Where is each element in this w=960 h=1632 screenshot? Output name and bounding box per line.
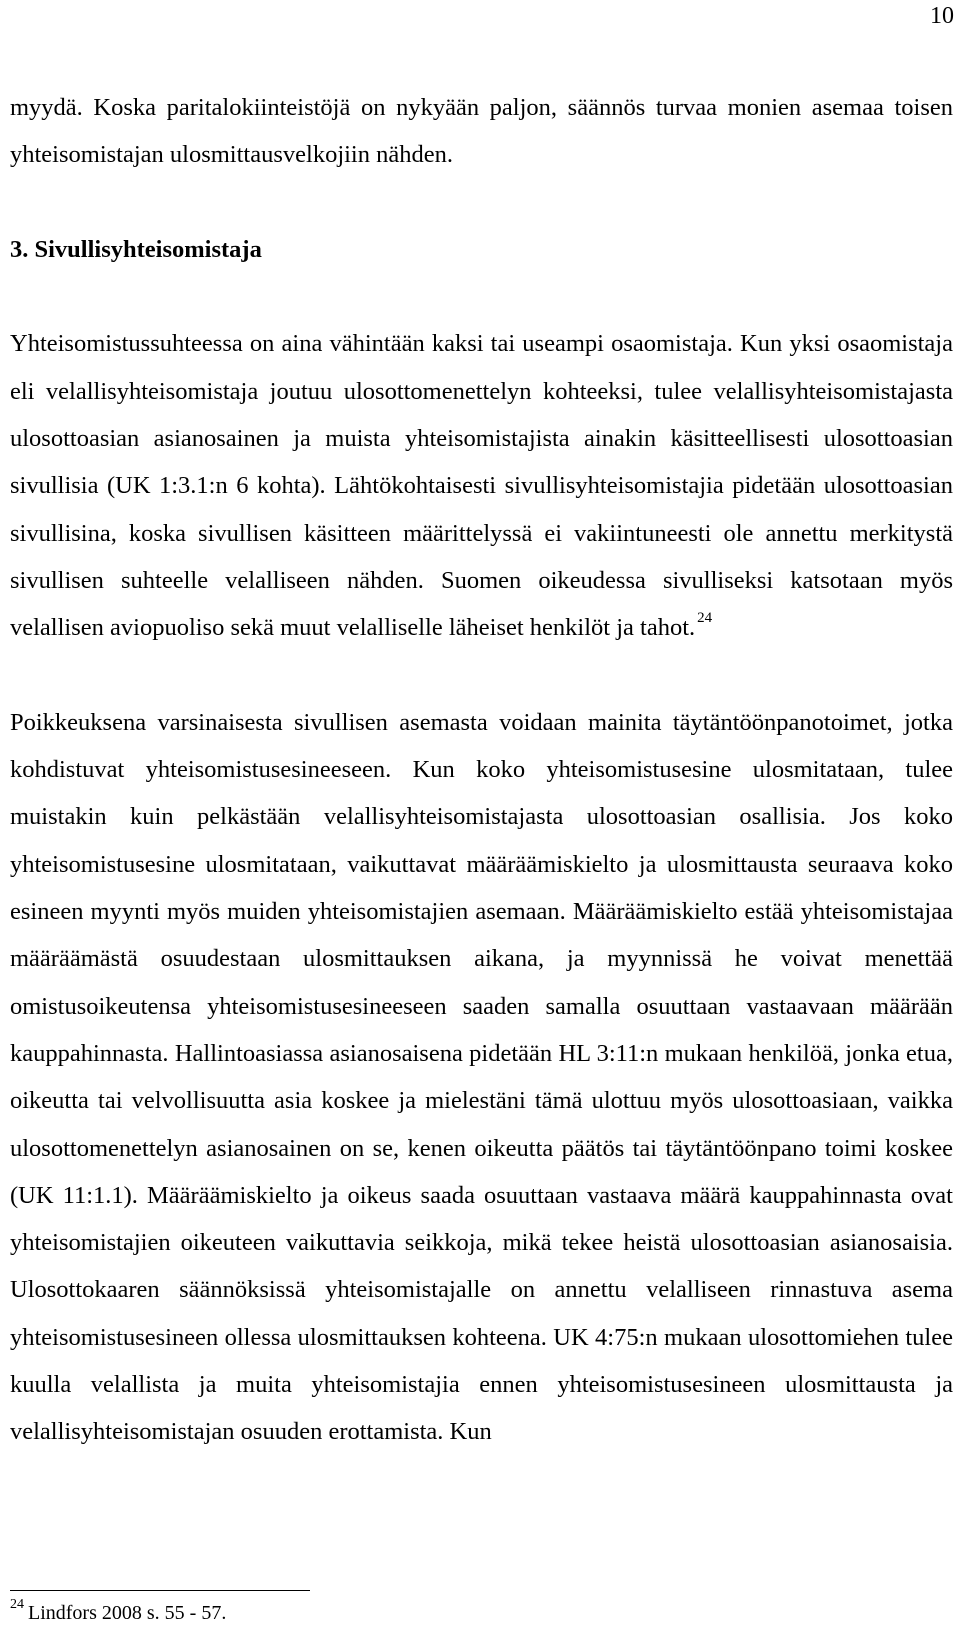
page-body <box>10 84 953 1456</box>
paragraph-intro: myydä. Koska paritalokiinteistöjä on nykyään paljon, säännös turvaa monien asemaa toisen yhteisomistajan ulosmittausvelkojiin nähden. <box>10 94 953 169</box>
section-heading: 3. Sivullisyhteisomistaja <box>10 235 262 263</box>
paragraph-text: Yhteisomistussuhteessa on aina vähintään kaksi tai useampi osaomistaja. Kun yksi osaomistaja eli velallisyhteisomistaja joutuu ulosottomenettelyn kohteeksi, tulee velallisyhteisomistajasta ulosottoasian asianosainen ja muista yhteisomistajista ainakin käsitteellisesti ulosottoasian sivullisia (UK 1:3.1:n 6 kohta). Lähtökohtaisesti sivullisyhteisomistajia pidetään ulosottoasian sivullisina, koska sivullisen käsitteen määrittelyssä ei vakiintuneesti ole annettu merkitystä sivullisen suhteelle velalliseen nähden. Suomen oikeudessa sivulliseksi katsotaan myös velallisen aviopuoliso sekä muut velalliselle läheiset henkilöt ja tahot. <box>10 330 953 642</box>
spacer <box>10 273 953 320</box>
footnote-divider <box>10 1590 310 1591</box>
paragraph-poikkeuksena: Poikkeuksena varsinaisesta sivullisen asemasta voidaan mainita täytäntöönpanotoimet, jotka kohdistuvat yhteisomistusesineeseen. Kun koko yhteisomistusesine ulosmitataan, tulee muistakin kuin pelkästään velallisyhteisomistajasta ulosottoasian osallisia. Jos koko yhteisomistusesine ulosmitataan, vaikuttavat määräämiskielto ja ulosmittausta seuraava koko esineen myynti myös muiden yhteisomistajien asemaan. Määräämiskielto estää yhteisomistajaa määräämästä osuudestaan ulosmittauksen aikana, ja myynnissä he voivat menettää omistusoikeutensa yhteisomistusesineeseen saaden samalla osuuttaan vastaavaan määrään kauppahinnasta. Hallintoasiassa asianosaisena pidetään HL 3:11:n mukaan henkilöä, jonka etua, oikeutta tai velvollisuutta asia koskee ja mielestäni tämä ulottuu myös ulosottoasiaan, vaikka ulosottomenettelyn asianosainen on se, kenen oikeutta päätös tai täytäntöönpano toimi koskee (UK 11:1.1). Määräämiskielto ja oikeus saada osuuttaan vastaava määrä kauppahinnasta ovat yhteisomistajien oikeuteen vaikuttavia seikkoja, mikä tekee heistä ulosottoasian asianosaisia. Ulosottokaaren säännöksissä yhteisomistajalle on annettu velalliseen rinnastuva asema yhteisomistusesineen ollessa ulosmittauksen kohteena. UK 4:75:n mukaan ulosottomiehen tulee kuulla velallista ja muita yhteisomistajia ennen yhteisomistusesineen ulosmittausta ja velallisyhteisomistajan osuuden erottamista. Kun <box>10 708 953 1446</box>
footnote-number: 24 <box>10 1597 24 1613</box>
footnote-reference[interactable]: 24 <box>697 610 713 627</box>
footnote <box>10 1597 227 1626</box>
spacer <box>10 652 953 699</box>
spacer <box>10 179 953 226</box>
footnote-text: Lindfors 2008 s. 55 - 57. <box>28 1602 227 1624</box>
paragraph-sivullisyhteisomistaja <box>10 320 953 651</box>
page-number: 10 <box>930 3 954 29</box>
